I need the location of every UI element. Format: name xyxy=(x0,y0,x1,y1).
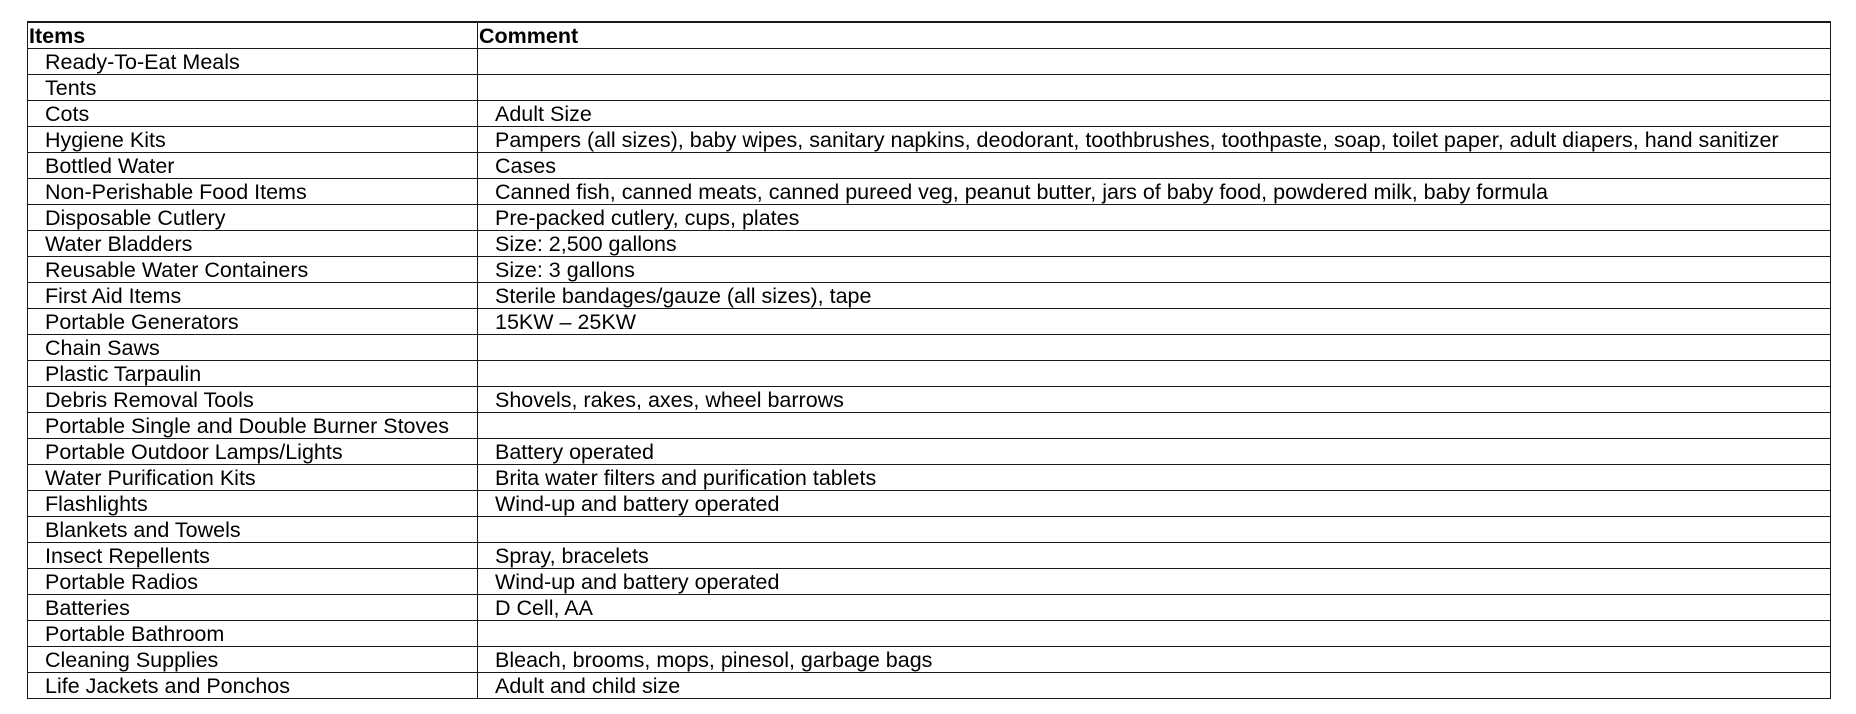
table-row xyxy=(28,153,1831,179)
comment-cell: Battery operated xyxy=(478,439,1831,465)
comment-cell: Wind-up and battery operated xyxy=(478,569,1831,595)
table-row xyxy=(28,361,1831,387)
comment-column-header: Comment xyxy=(478,22,1831,49)
comment-cell: Canned fish, canned meats, canned pureed veg, peanut butter, jars of baby food, powdered milk, baby formula xyxy=(478,179,1831,205)
comment-cell: 15KW – 25KW xyxy=(478,309,1831,335)
comment-cell: D Cell, AA xyxy=(478,595,1831,621)
item-cell: Ready-To-Eat Meals xyxy=(28,49,478,75)
item-cell: Insect Repellents xyxy=(28,543,478,569)
item-cell: Non-Perishable Food Items xyxy=(28,179,478,205)
table-row xyxy=(28,179,1831,205)
table-row xyxy=(28,621,1831,647)
table-row xyxy=(28,595,1831,621)
comment-cell: Pampers (all sizes), baby wipes, sanitary napkins, deodorant, toothbrushes, toothpaste, soap, toilet paper, adult diapers, hand sanitizer xyxy=(478,127,1831,153)
item-cell: Portable Outdoor Lamps/Lights xyxy=(28,439,478,465)
table-row xyxy=(28,387,1831,413)
comment-cell: Adult and child size xyxy=(478,673,1831,699)
item-cell: Portable Single and Double Burner Stoves xyxy=(28,413,478,439)
item-cell: Cleaning Supplies xyxy=(28,647,478,673)
supplies-sheet xyxy=(27,21,1830,699)
item-cell: Blankets and Towels xyxy=(28,517,478,543)
item-cell: Batteries xyxy=(28,595,478,621)
table-row xyxy=(28,491,1831,517)
table-row xyxy=(28,75,1831,101)
comment-cell: Pre-packed cutlery, cups, plates xyxy=(478,205,1831,231)
comment-cell xyxy=(478,335,1831,361)
table-row xyxy=(28,517,1831,543)
comment-cell xyxy=(478,621,1831,647)
table-row xyxy=(28,283,1831,309)
table-row xyxy=(28,231,1831,257)
item-cell: Disposable Cutlery xyxy=(28,205,478,231)
table-row xyxy=(28,543,1831,569)
comment-cell: Brita water filters and purification tablets xyxy=(478,465,1831,491)
comment-cell: Wind-up and battery operated xyxy=(478,491,1831,517)
comment-cell: Size: 2,500 gallons xyxy=(478,231,1831,257)
item-cell: Hygiene Kits xyxy=(28,127,478,153)
comment-cell: Bleach, brooms, mops, pinesol, garbage bags xyxy=(478,647,1831,673)
table-row xyxy=(28,673,1831,699)
comment-cell xyxy=(478,517,1831,543)
items-column-header: Items xyxy=(28,22,478,49)
table-row xyxy=(28,465,1831,491)
table-row xyxy=(28,335,1831,361)
item-cell: Water Purification Kits xyxy=(28,465,478,491)
item-cell: Debris Removal Tools xyxy=(28,387,478,413)
comment-cell xyxy=(478,75,1831,101)
table-row xyxy=(28,49,1831,75)
table-row xyxy=(28,101,1831,127)
comment-cell: Size: 3 gallons xyxy=(478,257,1831,283)
comment-cell: Adult Size xyxy=(478,101,1831,127)
item-cell: Plastic Tarpaulin xyxy=(28,361,478,387)
comment-cell: Spray, bracelets xyxy=(478,543,1831,569)
comment-cell xyxy=(478,413,1831,439)
item-cell: First Aid Items xyxy=(28,283,478,309)
comment-cell: Sterile bandages/gauze (all sizes), tape xyxy=(478,283,1831,309)
table-row xyxy=(28,647,1831,673)
table-body xyxy=(28,49,1831,699)
item-cell: Portable Generators xyxy=(28,309,478,335)
table-row xyxy=(28,127,1831,153)
comment-cell: Cases xyxy=(478,153,1831,179)
table-row xyxy=(28,257,1831,283)
item-cell: Portable Bathroom xyxy=(28,621,478,647)
table-row xyxy=(28,413,1831,439)
item-cell: Water Bladders xyxy=(28,231,478,257)
table-row xyxy=(28,309,1831,335)
item-cell: Portable Radios xyxy=(28,569,478,595)
table-row xyxy=(28,205,1831,231)
table-row xyxy=(28,439,1831,465)
table-row xyxy=(28,569,1831,595)
item-cell: Tents xyxy=(28,75,478,101)
comment-cell: Shovels, rakes, axes, wheel barrows xyxy=(478,387,1831,413)
item-cell: Reusable Water Containers xyxy=(28,257,478,283)
supplies-table xyxy=(27,21,1831,699)
item-cell: Cots xyxy=(28,101,478,127)
comment-cell xyxy=(478,361,1831,387)
header-row xyxy=(28,22,1831,49)
comment-cell xyxy=(478,49,1831,75)
item-cell: Life Jackets and Ponchos xyxy=(28,673,478,699)
item-cell: Bottled Water xyxy=(28,153,478,179)
item-cell: Flashlights xyxy=(28,491,478,517)
item-cell: Chain Saws xyxy=(28,335,478,361)
